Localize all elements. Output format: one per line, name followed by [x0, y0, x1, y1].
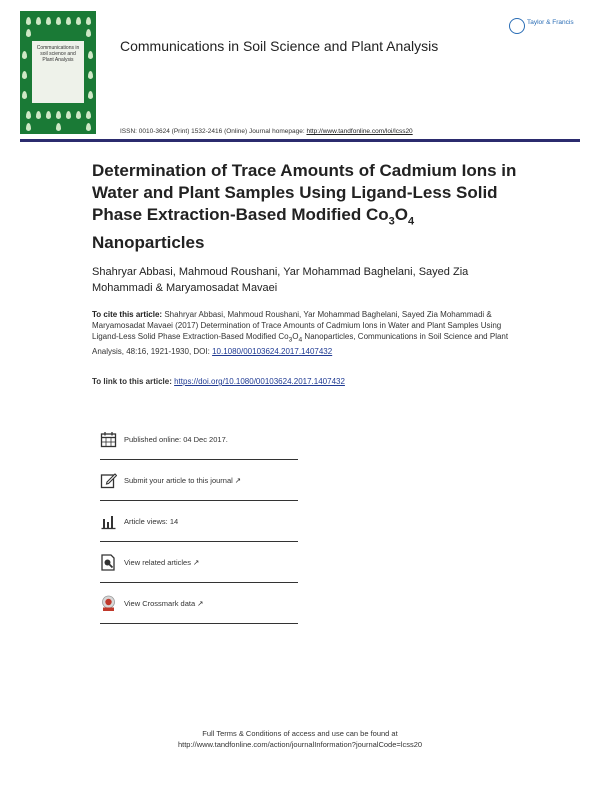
citation-text: Shahryar Abbasi, Mahmoud Roushani, Yar Mohammad Baghelani, Sayed Zia Mohammadi & Maryamosadat Mavaei (2017) Determination of Trace Amounts of Cadmium Ions in Water and Plant Samples Using Ligand-Less Solid Phase Extraction-Based Modified Co: [92, 310, 502, 341]
publisher-logo[interactable]: [509, 18, 581, 40]
published-date: Published online: 04 Dec 2017.: [124, 435, 228, 444]
issn-line: [120, 128, 413, 135]
crossmark-icon: [100, 595, 117, 612]
citation-text-end: Nanoparticles, Communications in Soil Science and Plant Analysis, 48:16, 1921-1930, DOI:: [92, 332, 509, 356]
crossmark-text: View Crossmark data: [124, 599, 196, 608]
submit-article-text: Submit your article to this journal: [124, 476, 233, 485]
crossmark-row[interactable]: [100, 582, 298, 624]
bar-chart-icon: [100, 513, 117, 530]
search-document-icon: [100, 554, 117, 571]
cover-title: Communications in soil science and Plant Analysis: [36, 45, 80, 63]
published-online-row: [100, 418, 298, 460]
article-link-line: [92, 377, 512, 386]
citation-block: [92, 309, 512, 357]
footer-url[interactable]: http://www.tandfonline.com/action/journalInformation?journalCode=lcss20: [177, 740, 423, 749]
article-title-text: Determination of Trace Amounts of Cadmium Ions in Water and Plant Samples Using Ligand-Less Solid Phase Extraction-Based Modified Co: [92, 161, 517, 224]
cover-title-panel: [32, 41, 84, 103]
citation-label: To cite this article:: [92, 310, 165, 319]
related-articles-link[interactable]: [124, 558, 199, 567]
footer-terms-line: Full Terms & Conditions of access and use can be found at: [202, 729, 398, 738]
doi-link[interactable]: 10.1080/00103624.2017.1407432: [212, 346, 333, 356]
journal-cover-image: [20, 11, 96, 134]
journal-homepage-link[interactable]: http://www.tandfonline.com/loi/lcss20: [306, 128, 413, 135]
authors: Shahryar Abbasi, Mahmoud Roushani, Yar Mohammad Baghelani, Sayed Zia Mohammadi & Maryamosadat Mavaei: [92, 266, 469, 294]
journal-title[interactable]: Communications in Soil Science and Plant Analysis: [120, 38, 439, 54]
article-title: [92, 160, 522, 254]
article-views-row: [100, 500, 298, 542]
external-link-icon: ↗: [234, 476, 242, 485]
article-title-end: Nanoparticles: [92, 233, 205, 253]
related-articles-text: View related articles: [124, 558, 191, 567]
title-subscript-3: 3: [388, 215, 395, 228]
external-link-icon: ↗: [193, 558, 200, 567]
title-oxygen: O: [394, 205, 408, 224]
citation-oxygen: O: [292, 332, 299, 341]
article-views: Article views: 14: [124, 517, 179, 526]
publisher-logo-tagline: [527, 27, 528, 32]
calendar-icon: [100, 431, 117, 448]
title-subscript-4: 4: [407, 215, 415, 228]
crossmark-link[interactable]: [124, 599, 204, 608]
header-divider: [20, 139, 580, 142]
submit-article-link[interactable]: [124, 476, 241, 485]
article-doi-url[interactable]: https://doi.org/10.1080/00103624.2017.1407432: [174, 377, 345, 386]
citation-subscript-4: 4: [298, 336, 303, 344]
citation-subscript-3: 3: [288, 336, 293, 344]
related-articles-row[interactable]: [100, 541, 298, 583]
link-label: To link to this article:: [92, 377, 175, 386]
external-link-icon: ↗: [197, 599, 204, 608]
publisher-logo-text: Taylor & Francis: [527, 19, 574, 26]
edit-icon: [100, 472, 117, 489]
footer: [0, 728, 600, 750]
submit-article-row[interactable]: [100, 459, 298, 501]
logo-circle-icon: [509, 18, 525, 34]
issn-text: ISSN: 0010-3624 (Print) 1532-2416 (Online) Journal homepage:: [120, 128, 307, 135]
